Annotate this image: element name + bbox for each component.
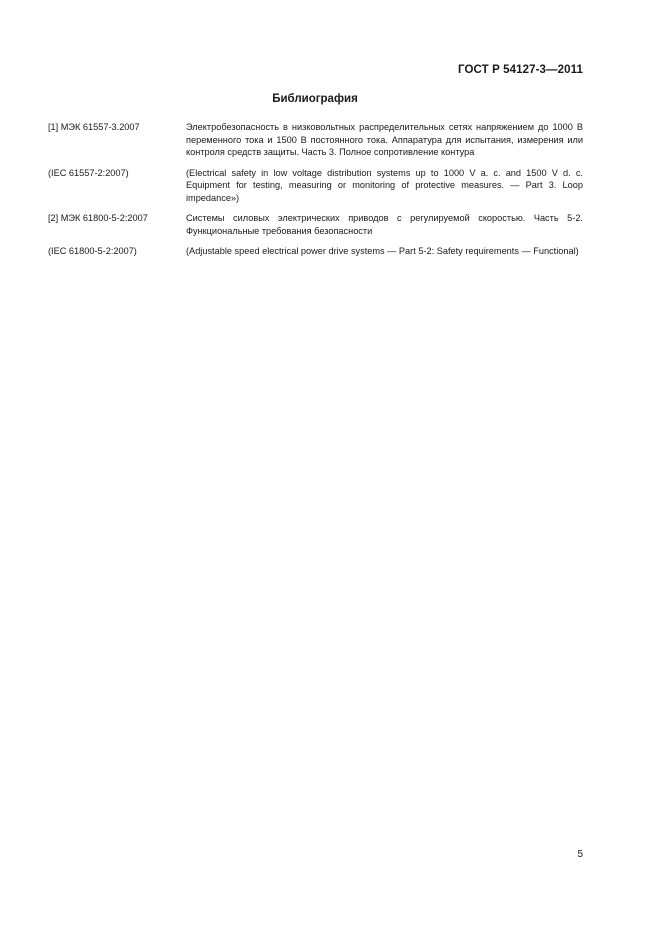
entry-description: (Adjustable speed electrical power drive systems — Part 5-2: Safety requirements — Functional) — [186, 246, 579, 256]
bibliography-entry — [48, 167, 583, 205]
entry-reference: (IEC 61557-2:2007) — [48, 167, 129, 178]
document-code: ГОСТ Р 54127-3—2011 — [458, 64, 583, 76]
entry-reference: [1] МЭК 61557-3.2007 — [48, 122, 140, 132]
entry-reference: (IEC 61800-5-2:2007) — [48, 246, 137, 256]
page-number: 5 — [577, 849, 583, 860]
bibliography-entry — [48, 121, 583, 159]
entry-description: Системы силовых электрических приводов с регулируемой скоростью. Часть 5-2. Функциональные требования безопасности — [186, 213, 583, 236]
section-title: Библиография — [272, 93, 358, 105]
entry-reference: [2] МЭК 61800-5-2:2007 — [48, 213, 148, 223]
entry-description: (Electrical safety in low voltage distribution systems up to 1000 V a. c. and 1500 V d. c. Equipment for testing, measuring or monitoring of protective measures. — Part 3. Loop impedance») — [186, 167, 583, 203]
entry-description: Электробезопасность в низковольтных распределительных сетях напряжением до 1000 В переменного тока и 1500 В постоянного тока. Аппаратура для испытания, измерения или контроля средств защиты. Часть 3. Полное сопротивление контура — [186, 122, 583, 157]
bibliography-list — [48, 121, 583, 266]
bibliography-entry — [48, 245, 583, 258]
bibliography-entry — [48, 212, 583, 237]
